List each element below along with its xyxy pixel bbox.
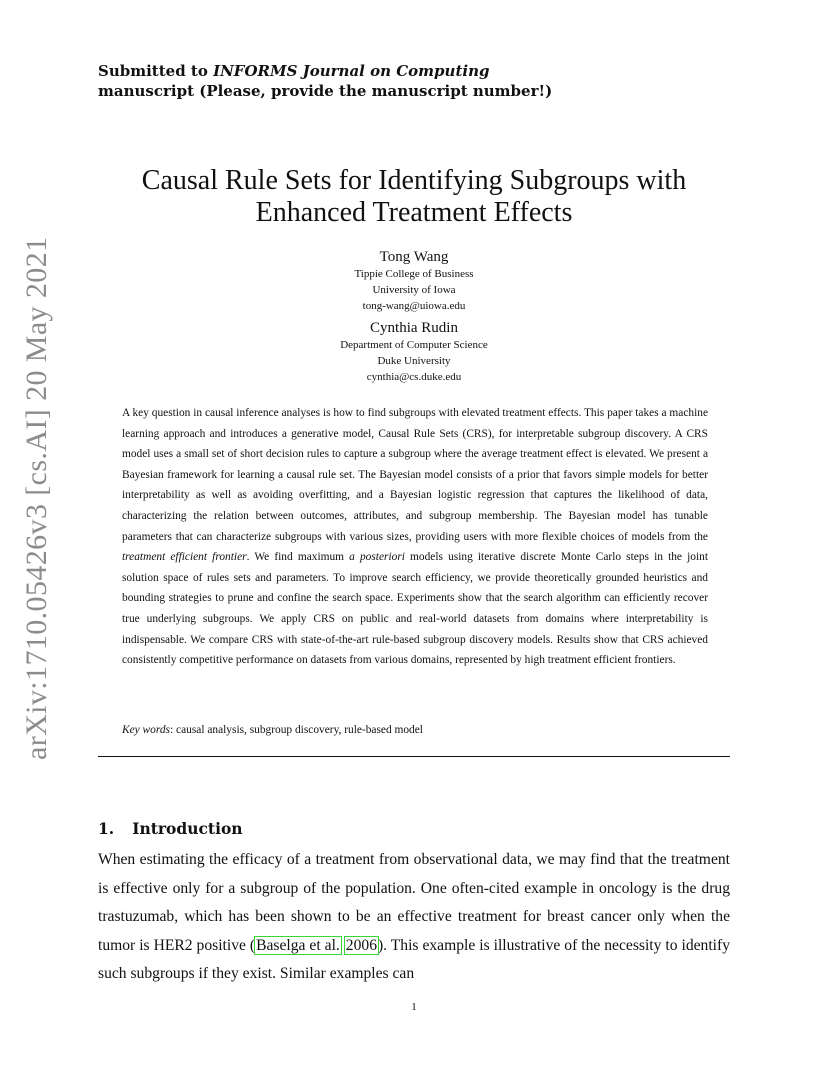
author-email: tong-wang@uiowa.edu	[362, 300, 466, 312]
author-name: Cynthia Rudin	[370, 320, 458, 336]
keywords-separator: :	[170, 724, 174, 736]
abstract-text-3: models using iterative discrete Monte Carlo steps in the joint solution space of rules sets and parameters. To improve search efficiency, we provide theoretically grounded heuristics and bounding strategies to prune and confine the search space. Experiments show that the search algorithm can efficiently recover true underlying subgroups. We apply CRS on public and real-world datasets from domains where interpretability is indispensable. We compare CRS with state-of-the-art rule-based subgroup discovery models. Results show that CRS achieved consistently competitive performance on datasets from various domains, represented by high treatment efficient frontiers.	[122, 551, 708, 667]
paper-title	[98, 165, 730, 229]
introduction-paragraph	[98, 846, 730, 989]
section-heading	[98, 819, 243, 838]
section-number: 1.	[98, 819, 115, 838]
abstract	[122, 403, 708, 671]
author-email: cynthia@cs.duke.edu	[366, 371, 462, 383]
page-number: 1	[411, 1001, 417, 1013]
header-submitted-to: Submitted to	[98, 62, 208, 80]
keywords-label: Key words	[122, 724, 170, 736]
author-institution: University of Iowa	[372, 284, 456, 296]
author-block-2	[98, 319, 730, 385]
author-affiliation: Department of Computer Science	[340, 339, 488, 351]
keywords	[122, 724, 423, 736]
abstract-text-2: . We find maximum	[246, 551, 350, 564]
arxiv-stamp: arXiv:1710.05426v3 [cs.AI] 20 May 2021	[20, 236, 53, 760]
journal-header	[98, 61, 552, 101]
citation-link-author[interactable]: Baselga et al.	[256, 936, 340, 954]
body-text-2: ). This example is illustrative of the necessity to identify such subgroups if they exist. Similar examples can	[98, 936, 730, 983]
header-line-1	[98, 61, 552, 81]
author-affiliation: Tippie College of Business	[354, 268, 474, 280]
abstract-emphasis-posteriori: a posteriori	[349, 551, 405, 564]
author-block-1	[98, 248, 730, 314]
abstract-text-1: A key question in causal inference analyses is how to find subgroups with elevated treatment effects. This paper takes a machine learning approach and introduces a generative model, Causal Rule Sets (CRS), for interpretable subgroup discovery. A CRS model uses a small set of short decision rules to capture a subgroup where the average treatment effect is elevated. We present a Bayesian framework for learning a causal rule set. The Bayesian model consists of a prior that favors simple models for better interpretability as well as avoiding overfitting, and a Bayesian logistic regression that captures the likelihood of data, characterizing the relation between outcomes, attributes, and subgroup membership. The Bayesian model has tunable parameters that can characterize subgroups with various sizes, providing users with more flexible choices of models from the	[122, 407, 708, 543]
header-journal-name: INFORMS Journal on Computing	[213, 62, 490, 80]
abstract-divider	[98, 756, 730, 757]
abstract-emphasis-frontier: treatment efficient frontier	[122, 551, 247, 564]
header-line-2: manuscript (Please, provide the manuscript number!)	[98, 82, 553, 100]
author-name: Tong Wang	[379, 249, 449, 265]
section-title: Introduction	[132, 819, 243, 838]
title-line-2: Enhanced Treatment Effects	[255, 197, 573, 228]
citation-link-year[interactable]: 2006	[345, 936, 377, 954]
title-line-1: Causal Rule Sets for Identifying Subgroups with	[141, 165, 687, 196]
keywords-text: causal analysis, subgroup discovery, rule-based model	[176, 724, 423, 736]
author-institution: Duke University	[377, 355, 451, 367]
body-text-1: When estimating the efficacy of a treatment from observational data, we may find that the treatment is effective only for a subgroup of the population. One often-cited example in oncology is the drug trastuzumab, which has been shown to be an effective treatment for breast cancer only when the tumor is HER2 positive (	[98, 851, 730, 954]
